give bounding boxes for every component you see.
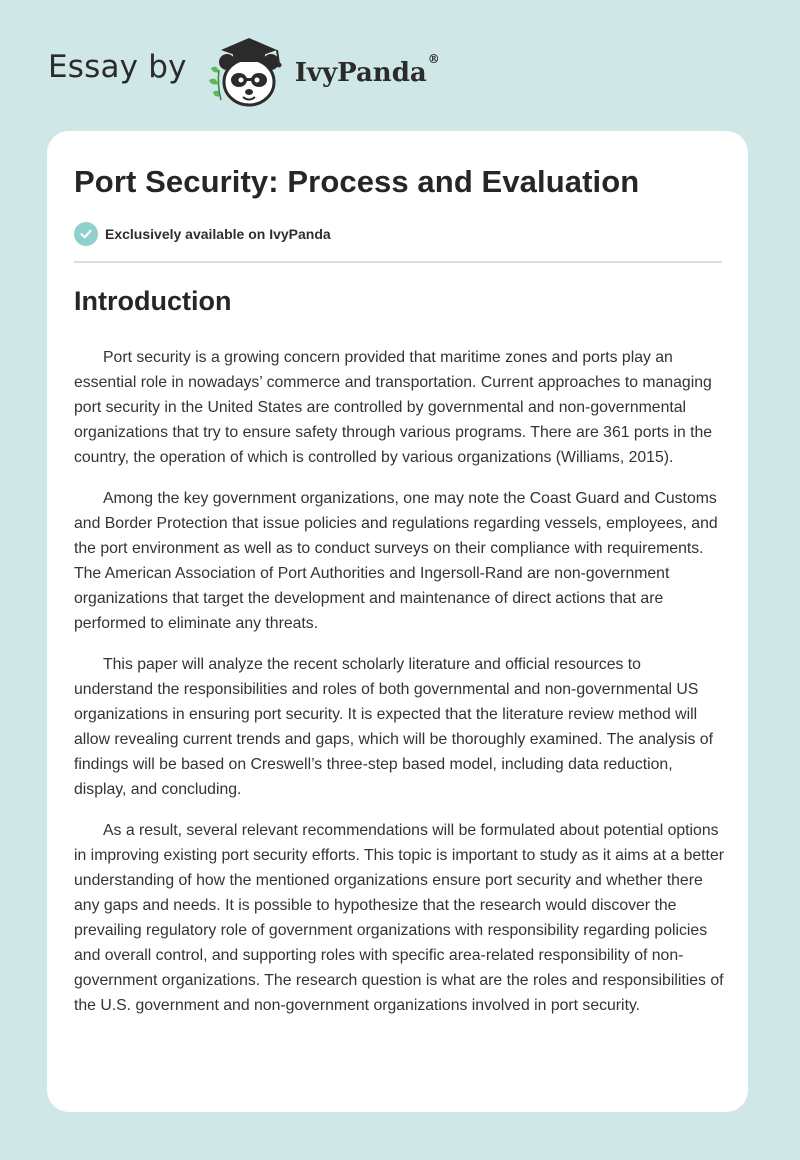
paragraph-1: Port security is a growing concern provided that maritime zones and ports play an essential role in nowadays’ commerce and transportation. Current approaches to managing port security in the United States are controlled by governmental and non-governmental organizations that try to ensure safety through various programs. There are 361 ports in the country, the operation of which is controlled by various organizations (Williams, 2015).	[74, 349, 713, 466]
essay-by-label: Essay by	[48, 49, 187, 85]
brand-name[interactable]: IvyPanda®	[294, 52, 440, 88]
registered-mark: ®	[427, 52, 440, 66]
exclusive-badge	[74, 222, 331, 246]
article-body	[74, 345, 724, 1034]
page-title: Port Security: Process and Evaluation	[74, 164, 640, 199]
exclusive-badge-label: Exclusively available on IvyPanda	[105, 226, 331, 242]
ivy-leaf-icon	[209, 67, 221, 100]
paragraph-4: As a result, several relevant recommendations will be formulated about potential options in improving existing port security efforts. This topic is important to study as it aims at a better understanding of how the mentioned organizations ensure port security and whether there any gaps and needs. It is possible to hypothesize that the research would discover the prevailing regulatory role of government organizations with responsibility regarding policies and overall control, and supporting roles with specific area-related responsibility of non-government organizations. The research question is what are the roles and responsibilities of the U.S. government and non-government organizations involved in port security.	[74, 822, 724, 1014]
panda-graduate-logo-icon[interactable]	[201, 30, 293, 110]
check-icon	[74, 222, 98, 246]
section-heading-introduction: Introduction	[74, 286, 232, 316]
site-header	[48, 30, 440, 110]
paragraph-2: Among the key government organizations, one may note the Coast Guard and Customs and Border Protection that issue policies and regulations regarding vessels, employees, and the port environment as well as to conduct surveys on their compliance with requirements. The American Association of Port Authorities and Ingersoll-Rand are non-government organizations that target the development and maintenance of direct actions that are performed to eliminate any threats.	[74, 490, 718, 632]
essay-card	[47, 131, 748, 1112]
title-divider	[74, 261, 722, 263]
paragraph-3: This paper will analyze the recent scholarly literature and official resources to understand the responsibilities and roles of both governmental and non-governmental US organizations in ensuring port security. It is expected that the literature review method will allow revealing current trends and gaps, which will be thoroughly examined. The analysis of findings will be based on Creswell’s three-step based model, including data reduction, display, and concluding.	[74, 656, 713, 798]
